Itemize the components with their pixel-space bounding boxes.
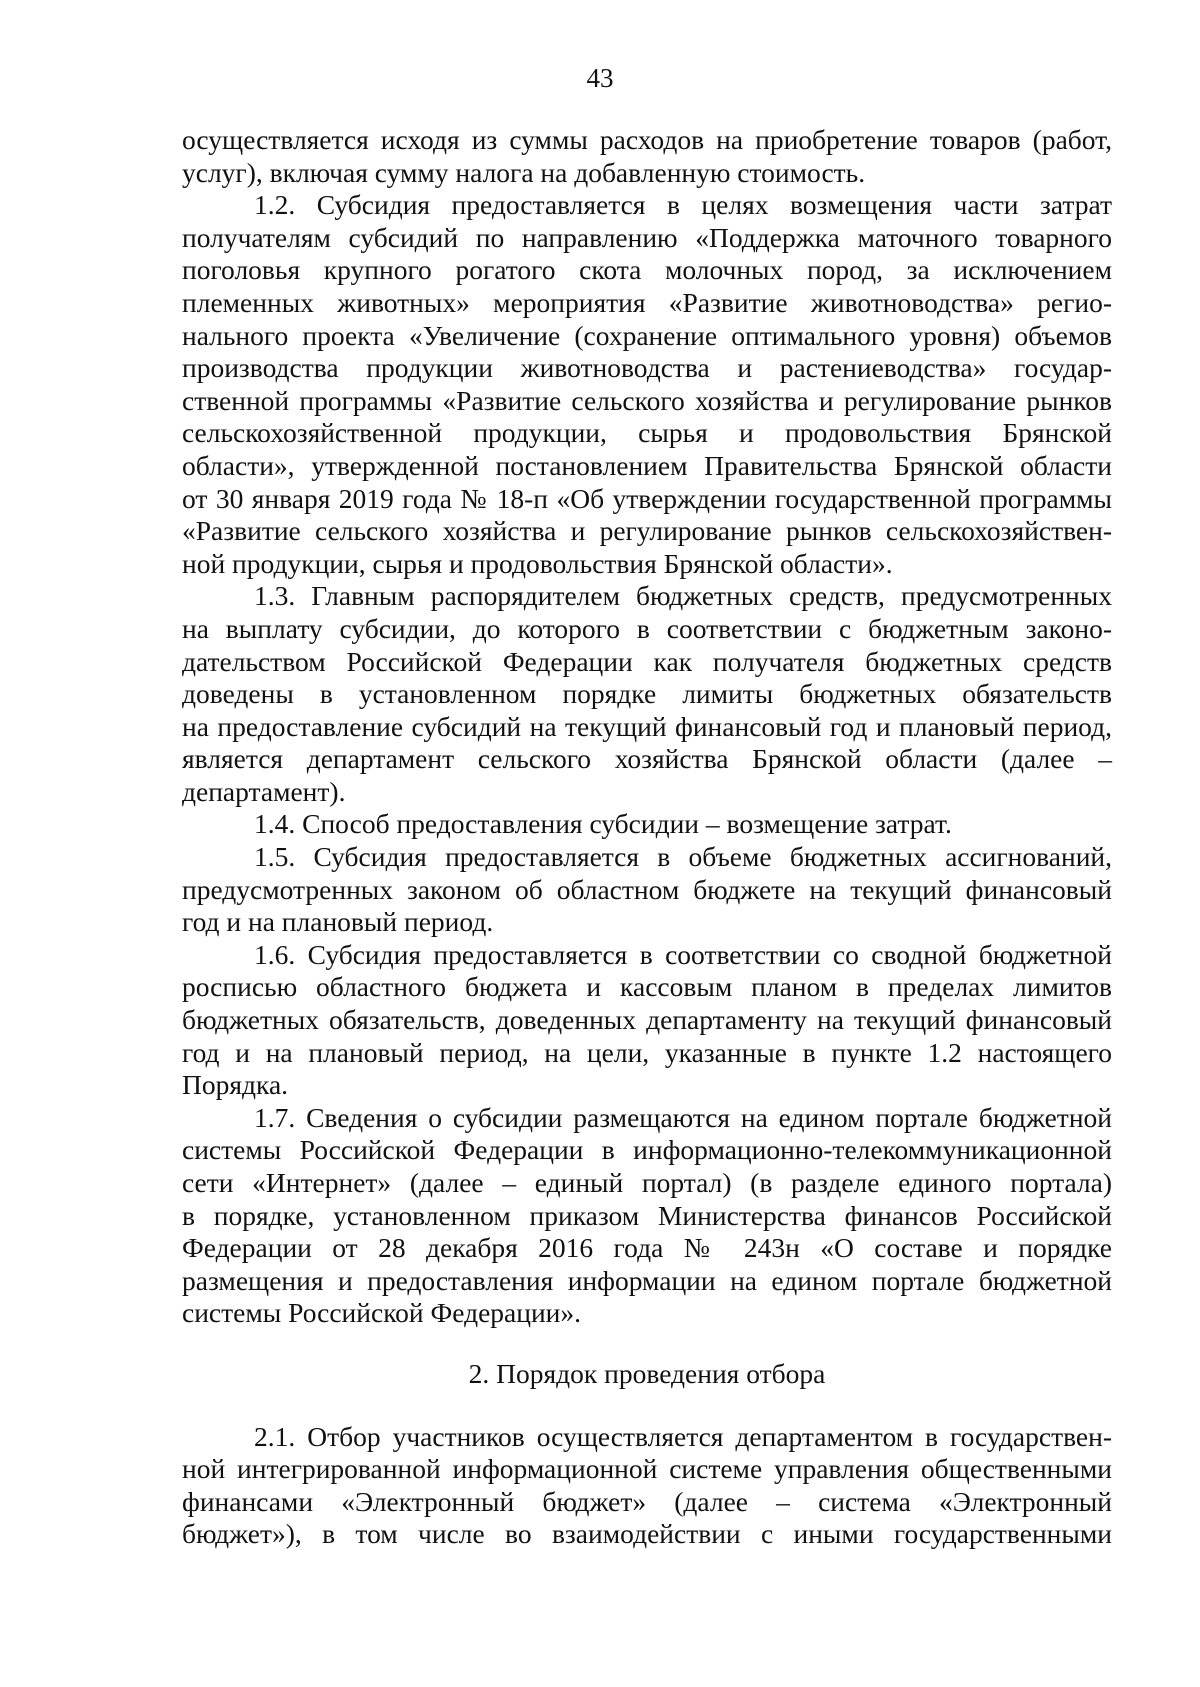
text-line: области», утвержденной постановлением Правительства Брянской области bbox=[182, 449, 1112, 481]
text-line: доведены в установленном порядке лимиты бюджетных обязательств bbox=[182, 678, 1112, 710]
text-line: 1.7. Сведения о субсидии размещаются на едином портале бюджетной bbox=[254, 1101, 1112, 1133]
text-line: услуг), включая сумму налога на добавленную стоимость. bbox=[182, 156, 866, 188]
section-heading: 2. Порядок проведения отбора bbox=[468, 1357, 826, 1389]
text-line: предусмотренных законом об областном бюджете на текущий финансовый bbox=[182, 873, 1112, 905]
text-line: осуществляется исходя из суммы расходов на приобретение товаров (работ, bbox=[182, 124, 1112, 155]
text-line: племенных животных» мероприятия «Развитие животноводства» регио- bbox=[182, 286, 1112, 318]
text-line: получателям субсидий по направлению «Поддержка маточного товарного bbox=[182, 221, 1112, 253]
text-line: на выплату субсидии, до которого в соответствии с бюджетным законо- bbox=[182, 612, 1112, 644]
paragraph-1-6 bbox=[182, 939, 1112, 1102]
page-number: 43 bbox=[586, 63, 614, 93]
text-line: Федерации от 28 декабря 2016 года № 243н «О составе и порядке bbox=[182, 1232, 1112, 1264]
text-line: 1.6. Субсидия предоставляется в соответствии со сводной бюджетной bbox=[254, 938, 1112, 970]
text-line: 1.5. Субсидия предоставляется в объеме бюджетных ассигнований, bbox=[254, 841, 1112, 873]
text-line: Порядка. bbox=[182, 1069, 289, 1101]
paragraph-1-3 bbox=[182, 580, 1112, 808]
text-line: финансами «Электронный бюджет» (далее – система «Электронный bbox=[182, 1485, 1112, 1517]
text-line: бюджетных обязательств, доведенных департаменту на текущий финансовый bbox=[182, 1004, 1112, 1036]
text-line: дательством Российской Федерации как получателя бюджетных средств bbox=[182, 645, 1112, 677]
paragraph-continuation bbox=[182, 124, 1112, 189]
text-line: 2.1. Отбор участников осуществляется департаментом в государствен- bbox=[254, 1420, 1112, 1452]
text-line: год и на плановый период, на цели, указанные в пункте 1.2 настоящего bbox=[182, 1036, 1112, 1068]
text-line: в порядке, установленном приказом Министерства финансов Российской bbox=[182, 1199, 1112, 1231]
text-line: 1.3. Главным распорядителем бюджетных средств, предусмотренных bbox=[254, 580, 1112, 612]
text-line: производства продукции животноводства и растениеводства» государ- bbox=[182, 352, 1112, 384]
text-line: росписью областного бюджета и кассовым планом в пределах лимитов bbox=[182, 971, 1112, 1003]
text-line: размещения и предоставления информации на едином портале бюджетной bbox=[182, 1264, 1112, 1296]
document-body bbox=[182, 124, 1112, 1551]
text-line: нального проекта «Увеличение (сохранение оптимального уровня) объемов bbox=[182, 319, 1112, 351]
text-line: сельскохозяйственной продукции, сырья и продовольствия Брянской bbox=[182, 417, 1112, 449]
text-line: системы Российской Федерации». bbox=[182, 1297, 582, 1329]
text-line: ной интегрированной информационной системе управления общественными bbox=[182, 1453, 1112, 1485]
text-line: на предоставление субсидий на текущий финансовый год и плановый период, bbox=[182, 710, 1112, 742]
paragraph-1-5 bbox=[182, 841, 1112, 939]
text-line: системы Российской Федерации в информационно-телекоммуникационной bbox=[182, 1134, 1112, 1166]
paragraph-1-4 bbox=[182, 808, 1112, 841]
text-line: поголовья крупного рогатого скота молочных пород, за исключением bbox=[182, 254, 1112, 286]
text-line: ственной программы «Развитие сельского хозяйства и регулирование рынков bbox=[182, 384, 1112, 416]
text-line: год и на плановый период. bbox=[182, 906, 494, 938]
paragraph-1-2 bbox=[182, 189, 1112, 580]
text-line: департамент). bbox=[182, 775, 346, 807]
paragraph-1-7 bbox=[182, 1102, 1112, 1330]
text-line: ной продукции, сырья и продовольствия Брянской области». bbox=[182, 547, 893, 579]
text-line: сети «Интернет» (далее – единый портал) (в разделе единого портала) bbox=[182, 1167, 1112, 1198]
text-line: от 30 января 2019 года № 18-п «Об утверждении государственной программы bbox=[182, 482, 1112, 514]
text-line: является департамент сельского хозяйства Брянской области (далее – bbox=[182, 743, 1112, 775]
text-line: 1.4. Способ предоставления субсидии – возмещение затрат. bbox=[254, 808, 952, 840]
text-line: бюджет»), в том числе во взаимодействии с иными государственными bbox=[182, 1518, 1112, 1550]
paragraph-2-1 bbox=[182, 1421, 1112, 1551]
text-line: «Развитие сельского хозяйства и регулирование рынков сельскохозяйствен- bbox=[182, 515, 1112, 547]
text-line: 1.2. Субсидия предоставляется в целях возмещения части затрат bbox=[254, 189, 1112, 221]
